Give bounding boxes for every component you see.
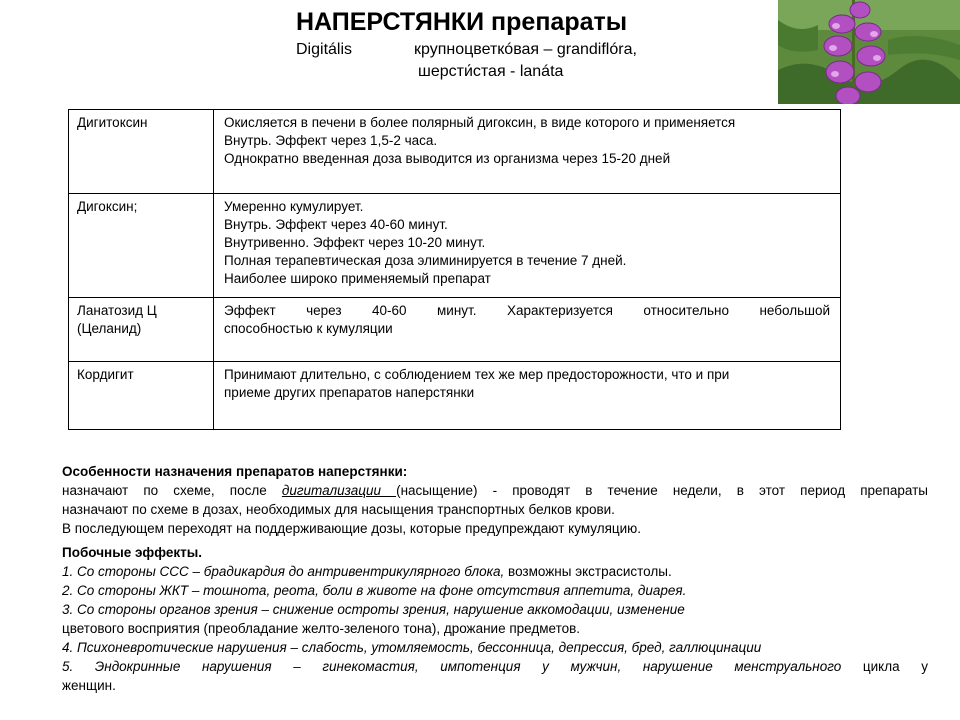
drug-name: Ланатозид Ц [77, 303, 157, 318]
table-row [69, 298, 841, 362]
side-effect-item: 2. Со стороны ЖКТ – тошнота, реота, боли в животе на фоне отсутствия аппетита, диарея. [62, 583, 687, 598]
side-effect-item-cont: цветового восприятия (преобладание желто-зеленого тона), дрожание предметов. [62, 621, 581, 636]
table-row [69, 110, 841, 194]
table-row [69, 194, 841, 298]
foxglove-flower-photo [778, 0, 960, 104]
description-line: приеме других препаратов наперстянки [224, 385, 475, 400]
side-effect-item: 3. Со стороны органов зрения – снижение остроты зрения, нарушение аккомодации, изменение [62, 602, 685, 617]
drug-name: Дигоксин; [77, 199, 138, 214]
features-line: В последующем переходят на поддерживающие дозы, которые предупреждают кумуляцию. [62, 521, 642, 536]
latin-genus-name: Digitális [296, 41, 353, 58]
digitalization-term: дигитализации [281, 483, 397, 498]
side-effects-heading: Побочные эффекты. [62, 545, 203, 560]
drug-name-cell [69, 362, 214, 430]
species-lanata: шерсти́стая - lanáta [418, 63, 564, 80]
drug-name: Кордигит [77, 367, 134, 382]
description-line: Внутривенно. Эффект через 10-20 минут. [224, 235, 486, 250]
description-line: Внутрь. Эффект через 1,5-2 часа. [224, 133, 438, 148]
side-effect-text: 1. Со стороны ССС – брадикардия до антривентрикулярного блока, [62, 564, 505, 579]
description-line: способностью к кумуляции [224, 321, 393, 336]
drug-description-cell [214, 362, 841, 430]
drug-name-cell [69, 110, 214, 194]
description-line: Внутрь. Эффект через 40-60 минут. [224, 217, 448, 232]
preparations-table [68, 109, 841, 430]
side-effect-text: цикла у [841, 659, 928, 674]
description-line: Однократно введенная доза выводится из организма через 15-20 дней [224, 151, 671, 166]
features-text: (насыщение) - проводят в течение недели, в этот период препараты [396, 483, 928, 498]
description-line: Принимают длительно, с соблюдением тех же мер предосторожности, что и при [224, 367, 730, 382]
drug-description-cell [214, 194, 841, 298]
side-effect-item [62, 657, 928, 676]
description-line: Полная терапевтическая доза элиминируется в течение 7 дней. [224, 253, 627, 268]
features-line: назначают по схеме в дозах, необходимых для насыщения транспортных белков крови. [62, 502, 615, 517]
side-effect-item-cont: женщин. [62, 678, 116, 693]
page-title: НАПЕРСТЯНКИ препараты [296, 8, 628, 36]
description-line: Наиболее широко применяемый препарат [224, 271, 491, 286]
drug-description-cell [214, 298, 841, 362]
drug-name-alt: (Целанид) [77, 321, 142, 336]
description-line: Умеренно кумулирует. [224, 199, 364, 214]
side-effect-text: возможны экстрасистолы. [504, 564, 672, 579]
features-text: назначают по схеме, после [62, 483, 282, 498]
table-row [69, 362, 841, 430]
drug-name-cell [69, 194, 214, 298]
drug-name-cell [69, 298, 214, 362]
drug-name: Дигитоксин [77, 115, 148, 130]
side-effect-item [62, 562, 928, 581]
features-heading: Особенности назначения препаратов наперстянки: [62, 464, 408, 479]
notes-section [62, 462, 928, 695]
features-line [62, 481, 928, 500]
description-line: Эффект через 40-60 минут. Характеризуется относительно небольшой [224, 303, 830, 318]
side-effect-text: 5. Эндокринные нарушения – гинекомастия, импотенция у мужчин, нарушение менструального [62, 659, 842, 674]
drug-description-cell [214, 110, 841, 194]
description-line: Окисляется в печени в более полярный дигоксин, в виде которого и применяется [224, 115, 736, 130]
side-effect-item: 4. Психоневротические нарушения – слабость, утомляемость, бессонница, депрессия, бред, галлюцинации [62, 640, 762, 655]
species-grandiflora: крупноцветкóвая – grandiflóra, [414, 41, 637, 58]
foxglove-icon [778, 0, 960, 104]
